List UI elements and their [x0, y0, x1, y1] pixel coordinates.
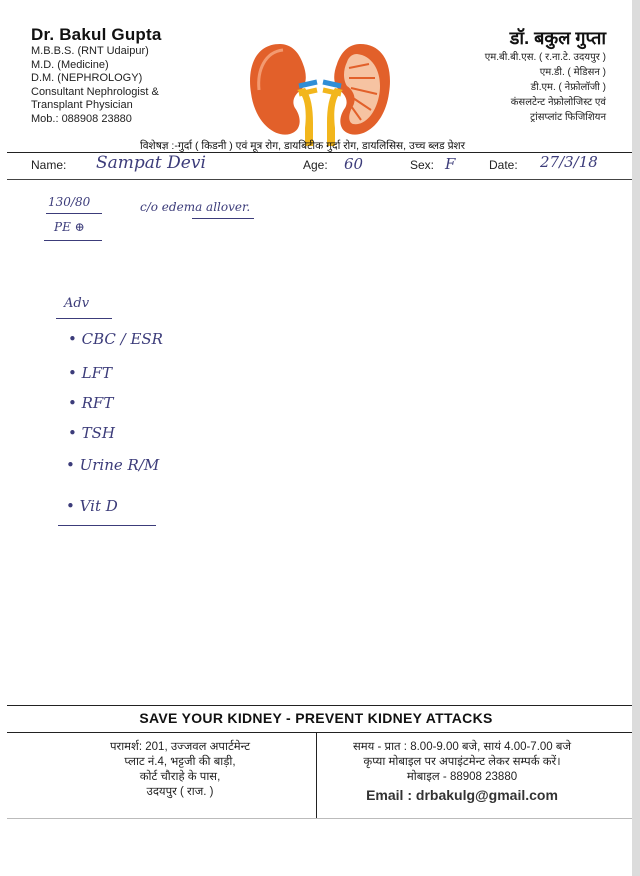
- specialty-line: विशेषज्ञ :-गुर्दा ( किडनी ) एवं मूत्र रोग, डायबिटीक गुर्दा रोग, डायलिसिस, उच्च ब्लड प्रेशर: [140, 140, 465, 152]
- qualification-line: Transplant Physician: [31, 99, 133, 111]
- clinic-address: [60, 740, 300, 800]
- timing-line: समय - प्रात : 8.00-9.00 बजे, सायं 4.00-7.00 बजे: [353, 741, 571, 753]
- advice-item: • TSH: [68, 424, 115, 442]
- divider: [7, 732, 632, 733]
- qualification-line-hindi: एम.डी. ( मेडिसन ): [539, 67, 606, 78]
- qualification-line: M.B.B.S. (RNT Udaipur): [31, 45, 149, 57]
- advice-item: • RFT: [68, 394, 114, 412]
- date-label: Date:: [489, 158, 518, 172]
- address-line: परामर्श: 201, उज्जवल अपार्टमेन्ट: [109, 741, 251, 753]
- scan-margin: [632, 0, 640, 876]
- advice-item: • Urine R/M: [66, 456, 160, 474]
- name-label: Name:: [31, 158, 67, 172]
- vitals-note: 130/80: [48, 195, 91, 209]
- divider: [7, 818, 632, 819]
- qualification-line-hindi: डी.एम. ( नेफ्रोलॉजी ): [530, 82, 606, 93]
- sex-label: Sex:: [410, 158, 435, 172]
- ink-underline: [44, 240, 102, 241]
- mobile-number: Mob.: 088908 23880: [31, 112, 132, 125]
- footer-divider: [316, 732, 317, 818]
- qualification-line: D.M. (NEPHROLOGY): [31, 72, 143, 84]
- exam-note: PE ⊕: [54, 220, 85, 234]
- address-line: प्लाट नं.4, भट्टजी की बाड़ी,: [124, 756, 236, 768]
- ink-underline: [46, 213, 102, 214]
- address-line: उदयपुर ( राज. ): [146, 786, 214, 798]
- footer-tagline: SAVE YOUR KIDNEY - PREVENT KIDNEY ATTACKS: [139, 710, 493, 726]
- ink-underline: [56, 318, 112, 319]
- advice-item: • Vit D: [66, 497, 118, 515]
- doctor-info-english: [31, 25, 241, 126]
- age-label: Age:: [303, 158, 328, 172]
- patient-name: Sampat Devi: [96, 153, 206, 173]
- qualification-line-hindi: ट्रांसप्लांट फिजिशियन: [530, 112, 606, 123]
- qualification-line-hindi: कंसलटेन्ट नेफ्रोलोजिस्ट एवं: [510, 97, 606, 108]
- clinic-timings: [322, 740, 602, 803]
- advice-item: • CBC / ESR: [68, 330, 163, 348]
- qualification-line: M.D. (Medicine): [31, 58, 109, 71]
- address-line: कोर्ट चौराहे के पास,: [139, 771, 221, 783]
- patient-sex: F: [445, 155, 456, 173]
- divider: [7, 705, 632, 706]
- complaint-note: c/o edema allover.: [140, 200, 251, 214]
- ink-underline: [58, 525, 156, 526]
- timing-line: कृप्या मोबाइल पर अपाइंटमेन्ट लेकर सम्पर्क करें।: [363, 756, 561, 768]
- doctor-name-hindi: डॉ. बकुल गुप्ता: [509, 28, 606, 48]
- patient-age: 60: [344, 155, 364, 173]
- timing-line: मोबाइल - 88908 23880: [406, 771, 518, 783]
- qualification-line-hindi: एम.बी.बी.एस. ( र.ना.टे. उदयपुर ): [484, 52, 606, 63]
- advice-item: • LFT: [68, 364, 112, 382]
- qualification-line: Consultant Nephrologist &: [31, 85, 159, 98]
- doctor-name: Dr. Bakul Gupta: [31, 25, 162, 44]
- email-address: Email : drbakulg@gmail.com: [366, 787, 558, 803]
- advice-heading: Adv: [64, 296, 90, 311]
- doctor-info-hindi: [366, 26, 606, 125]
- divider: [7, 179, 632, 180]
- ink-underline: [192, 218, 254, 219]
- visit-date: 27/3/18: [540, 153, 598, 171]
